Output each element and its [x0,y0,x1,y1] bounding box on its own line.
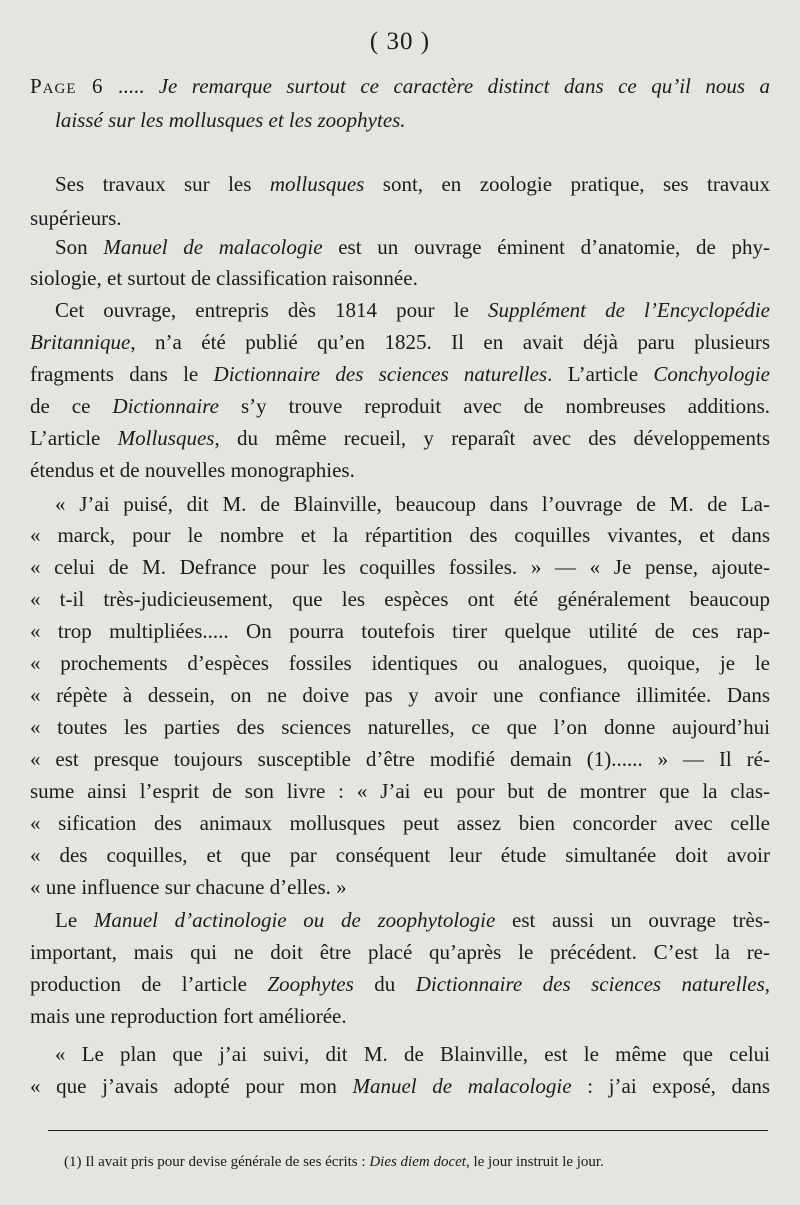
quote-line-11: « sification des animaux mollusques peut assez bien concorder avec celle [30,811,770,835]
paragraph-5-line-3: production de l’article Zoophytes du Dictionnaire des sciences naturelles, [30,972,770,996]
quote-line-5: « trop multipliées..... On pourra toutefois tirer quelque utilité de ces rap- [30,619,770,643]
paragraph-6-line-2: « que j’avais adopté pour mon Manuel de malacologie : j’ai exposé, dans [30,1074,770,1098]
quote-line-4: « t-il très-judicieusement, que les espèces ont été généralement beaucoup [30,587,770,611]
quote-line-7: « répète à dessein, on ne doive pas y avoir une confiance illimitée. Dans [30,683,770,707]
quote-line-12: « des coquilles, et que par conséquent leur étude simultanée doit avoir [30,843,770,867]
paragraph-2-line-2: siologie, et surtout de classification raisonnée. [30,266,418,290]
paragraph-1-line-1: Ses travaux sur les mollusques sont, en zoologie pratique, ses travaux [55,172,770,196]
paragraph-3-line-4: de ce Dictionnaire s’y trouve reproduit avec de nombreuses additions. [30,394,770,418]
quote-line-9: « est presque toujours susceptible d’être modifié demain (1)...... » — Il ré- [30,747,770,771]
quote-line-13: « une influence sur chacune d’elles. » [30,875,347,899]
note-quote-1: Je remarque surtout ce caractère distinct dans ce qu’il nous a [158,74,770,98]
quote-line-8: « toutes les parties des sciences naturelles, ce que l’on donne aujourd’hui [30,715,770,739]
footnote: (1) Il avait pris pour devise générale de ses écrits : Dies diem docet, le jour instruit le jour. [64,1154,604,1170]
note-dots: ..... [103,74,159,98]
paragraph-3-line-2: Britannique, n’a été publié qu’en 1825. Il en avait déjà paru plusieurs [30,330,770,354]
paragraph-3-line-6: étendus et de nouvelles monographies. [30,458,355,482]
paragraph-5-line-2: important, mais qui ne doit être placé qu’après le précédent. C’est la re- [30,940,770,964]
footnote-divider [48,1130,768,1131]
paragraph-2-line-1: Son Manuel de malacologie est un ouvrage éminent d’anatomie, de phy- [55,235,770,259]
quote-line-10: sume ainsi l’esprit de son livre : « J’ai eu pour but de montrer que la clas- [30,779,770,803]
paragraph-1-line-2: supérieurs. [30,206,122,230]
note-header-line-2: laissé sur les mollusques et les zoophytes. [55,108,406,132]
note-header-line-1 [30,72,770,100]
paragraph-3-line-3: fragments dans le Dictionnaire des sciences naturelles. L’article Conchyologie [30,362,770,386]
note-page-ref: Page 6 [30,74,104,98]
quote-line-1: « J’ai puisé, dit M. de Blainville, beaucoup dans l’ouvrage de M. de La- [55,492,770,516]
page-number: ( 30 ) [369,28,431,55]
quote-line-3: « celui de M. Defrance pour les coquilles fossiles. » — « Je pense, ajoute- [30,555,770,579]
paragraph-5-line-4: mais une reproduction fort améliorée. [30,1004,347,1028]
quote-line-2: « marck, pour le nombre et la répartition des coquilles vivantes, et dans [30,523,770,547]
paragraph-3-line-5: L’article Mollusques, du même recueil, y reparaît avec des développements [30,426,770,450]
paragraph-5-line-1: Le Manuel d’actinologie ou de zoophytologie est aussi un ouvrage très- [55,908,770,932]
paragraph-6-line-1: « Le plan que j’ai suivi, dit M. de Blainville, est le même que celui [55,1042,770,1066]
quote-line-6: « prochements d’espèces fossiles identiques ou analogues, quoique, je le [30,651,770,675]
paragraph-3-line-1: Cet ouvrage, entrepris dès 1814 pour le Supplément de l’Encyclopédie [55,298,770,322]
